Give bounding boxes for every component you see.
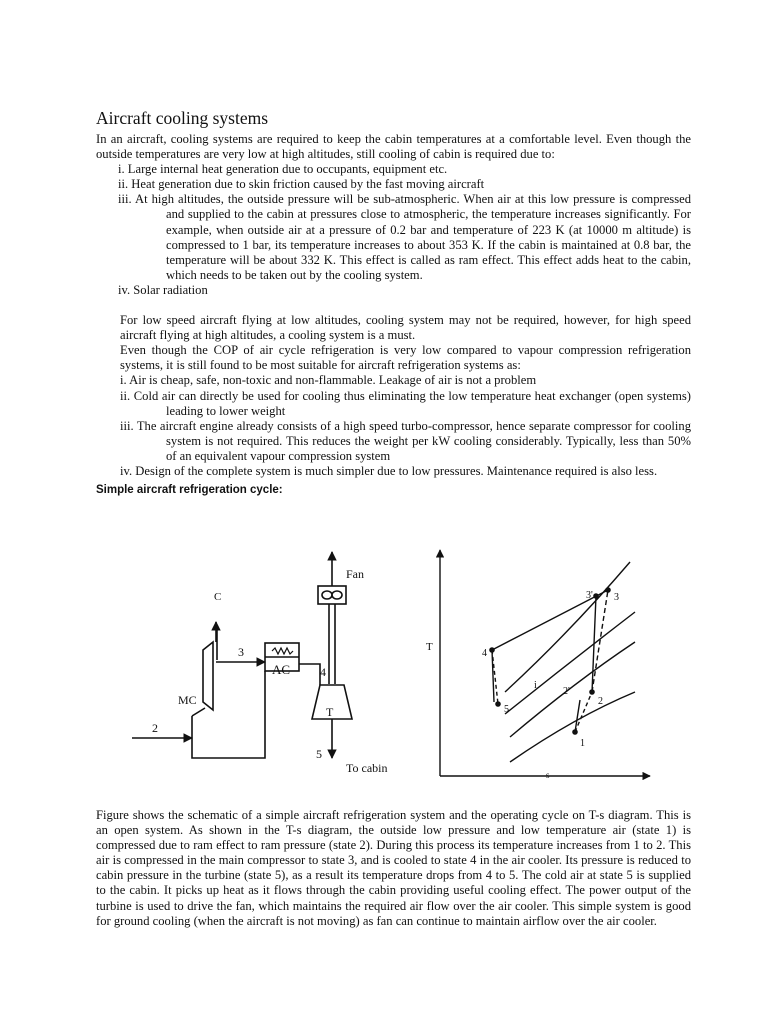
reason-item: i. Large internal heat generation due to occupants, equipment etc. (118, 162, 448, 177)
t-axis-label: T (426, 641, 433, 653)
ts-diagram (440, 550, 650, 776)
fan-label: Fan (346, 567, 364, 581)
point-5-label: 5 (504, 704, 509, 715)
document-body (96, 108, 691, 498)
advantage-item: iii. The aircraft engine already consists of a high speed turbo-compressor, hence separate compressor for cooling system is not required. This reduces the weight per kW cooling considerably. Typically, less than 50% of an equivalent vapour compression system (120, 418, 691, 463)
cop-paragraph: Even though the COP of air cycle refrigeration is very low compared to vapour compression refrigeration systems, it is still found to be most suitable for aircraft refrigeration systems as: (120, 343, 691, 373)
point-2prime-label: 2' (563, 686, 570, 697)
state-5-label: 5 (316, 747, 322, 761)
reason-item: iv. Solar radiation (118, 282, 208, 297)
to-cabin-label: To cabin (346, 761, 388, 775)
state-3-label: 3 (238, 645, 244, 659)
reason-item: ii. Heat generation due to skin friction caused by the fast moving aircraft (118, 177, 485, 192)
explanation-block (96, 808, 691, 929)
advantage-item: i. Air is cheap, safe, non-toxic and non-flammable. Leakage of air is not a problem (120, 373, 537, 388)
advantage-item: iv. Design of the complete system is much simpler due to low pressures. Maintenance required is also less. (120, 463, 658, 478)
s-axis-label: s (546, 770, 550, 780)
state-4-label: 4 (320, 665, 326, 679)
low-speed-paragraph: For low speed aircraft flying at low altitudes, cooling system may not be required, however, for high speed aircraft flying at high altitudes, a cooling system is a must. (120, 313, 691, 343)
state-2-label: 2 (152, 721, 158, 735)
page-title: Aircraft cooling systems (96, 108, 269, 128)
advantage-item: ii. Cold air can directly be used for cooling thus eliminating the low temperature heat exchanger (open systems) leading to lower weight (120, 388, 691, 418)
point-3-label: 3 (614, 592, 619, 603)
point-2-label: 2 (598, 696, 603, 707)
point-3prime-label: 3' (586, 590, 593, 601)
section-heading: Simple aircraft refrigeration cycle: (96, 484, 283, 497)
turbine-label: T (326, 705, 334, 719)
mc-label: MC (178, 693, 197, 707)
reason-item: iii. At high altitudes, the outside pressure will be sub-atmospheric. When air at this low pressure is compressed and supplied to the cabin at pressures close to atmospheric, the temperature increases significantly. For example, when outside air at a pressure of 0.2 bar and temperature of 223 K (at 10000 m altitude) is compressed to 1 bar, its temperature increases to about 353 K. If the cabin is maintained at 0.8 bar, the temperature will be about 332 K. This effect is called as ram effect. This effect adds heat to the cabin, which needs to be taken out by the cooling system. (118, 192, 691, 282)
point-i-label: i (534, 680, 537, 691)
c-label: C (214, 591, 222, 603)
ac-label: AC (272, 662, 291, 677)
point-1-label: 1 (580, 738, 585, 749)
refrigeration-cycle-figure (120, 532, 652, 784)
explanation-paragraph: Figure shows the schematic of a simple aircraft refrigeration system and the operating cycle on T-s diagram. This is an open system. As shown in the T-s diagram, the outside low pressure and low temperature air (state 1) is compressed due to ram effect to ram pressure (state 2). During this process its temperature increases from 1 to 2. This air is compressed in the main compressor to state 3, and is cooled to state 4 in the air cooler. Its pressure is reduced to cabin pressure in the turbine (state 5), as a result its temperature drops from 4 to 5. The cold air at state 5 is supplied to the cabin. It picks up heat as it flows through the cabin providing useful cooling effect. The power output of the turbine is used to drive the fan, which maintains the required air flow over the air cooler. This simple system is good for ground cooling (when the aircraft is not moving) as fan can continue to maintain airflow over the air cooler. (96, 808, 691, 928)
point-4-label: 4 (482, 648, 487, 659)
fan-icon (322, 591, 332, 599)
intro-paragraph: In an aircraft, cooling systems are required to keep the cabin temperatures at a comfortable level. Even though the outside temperatures are very low at high altitudes, still cooling of cabin is required due to: (96, 132, 691, 162)
